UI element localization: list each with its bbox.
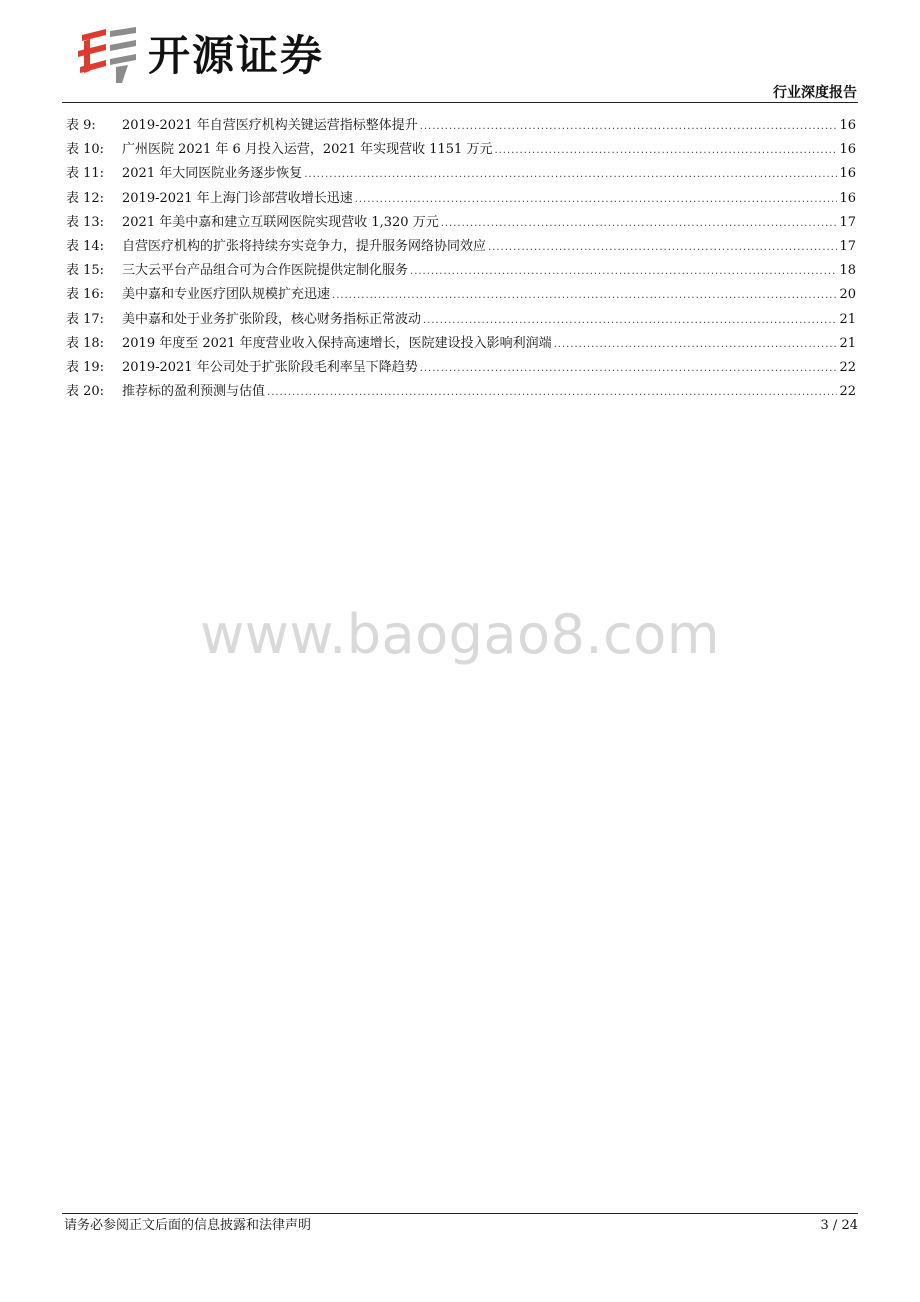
toc-entry-label: 表 9: bbox=[66, 118, 96, 133]
toc-entry-title: 美中嘉和专业医疗团队规模扩充迅速 bbox=[122, 287, 331, 303]
toc-entry-label: 表 12: bbox=[66, 190, 105, 206]
toc-entry-label: 表 17: bbox=[66, 311, 105, 327]
toc-entry-title: 三大云平台产品组合可为合作医院提供定制化服务 bbox=[122, 263, 409, 279]
toc-entry-label: 表 16: bbox=[66, 287, 105, 303]
toc-entry-label: 表 15: bbox=[66, 263, 105, 279]
kaiyuan-logo-mark-icon bbox=[76, 27, 140, 83]
toc-entry[interactable] bbox=[66, 114, 856, 138]
toc-entry-page: 16 bbox=[839, 142, 856, 158]
toc-entry[interactable] bbox=[66, 162, 856, 186]
toc-entry-page: 17 bbox=[839, 238, 856, 254]
toc-entry-page: 17 bbox=[839, 214, 856, 230]
toc-leader-dots bbox=[420, 357, 838, 381]
toc-entry-label: 表 11: bbox=[66, 166, 105, 182]
toc-entry-title: 自营医疗机构的扩张将持续夯实竞争力，提升服务网络协同效应 bbox=[122, 238, 487, 254]
toc-entry[interactable] bbox=[66, 356, 856, 380]
toc-leader-dots bbox=[423, 309, 837, 333]
toc-leader-dots bbox=[488, 236, 837, 260]
toc-entry[interactable] bbox=[66, 235, 856, 259]
toc-entry-title: 2019-2021 年公司处于扩张阶段毛利率呈下降趋势 bbox=[122, 359, 418, 375]
toc-entry[interactable] bbox=[66, 332, 856, 356]
page-header bbox=[0, 0, 920, 104]
toc-entry-page: 16 bbox=[839, 190, 856, 206]
report-type-label: 行业深度报告 bbox=[773, 85, 857, 101]
toc-entry-label: 表 10: bbox=[66, 142, 105, 158]
page-indicator: 3 / 24 bbox=[820, 1218, 858, 1233]
footer-divider bbox=[62, 1213, 858, 1214]
toc-entry[interactable] bbox=[66, 138, 856, 162]
header-divider bbox=[62, 102, 858, 103]
toc-entry-page: 20 bbox=[839, 287, 856, 303]
toc-entry-title: 2019-2021 年自营医疗机构关键运营指标整体提升 bbox=[122, 118, 418, 133]
toc-leader-dots bbox=[355, 188, 838, 212]
toc-entry-label: 表 18: bbox=[66, 335, 105, 351]
toc-entry-page: 18 bbox=[839, 263, 856, 279]
toc-entry-title: 美中嘉和处于业务扩张阶段，核心财务指标正常波动 bbox=[122, 311, 422, 327]
toc-entry-page: 22 bbox=[839, 384, 856, 400]
toc-entry-title: 2019-2021 年上海门诊部营收增长迅速 bbox=[122, 190, 353, 206]
toc-entry-label: 表 14: bbox=[66, 238, 105, 254]
toc-entry-label: 表 19: bbox=[66, 359, 105, 375]
toc-entry-page: 16 bbox=[839, 166, 856, 182]
toc-entry-title: 2021 年美中嘉和建立互联网医院实现营收 1,320 万元 bbox=[122, 214, 439, 230]
toc-leader-dots bbox=[494, 139, 837, 163]
toc-entry[interactable] bbox=[66, 283, 856, 307]
toc-leader-dots bbox=[410, 260, 837, 284]
toc-entry[interactable] bbox=[66, 187, 856, 211]
toc-entry-label: 表 13: bbox=[66, 214, 105, 230]
table-of-contents bbox=[66, 114, 856, 404]
toc-entry-page: 21 bbox=[839, 311, 856, 327]
toc-entry-label: 表 20: bbox=[66, 384, 105, 400]
toc-leader-dots bbox=[267, 381, 837, 405]
toc-entry[interactable] bbox=[66, 211, 856, 235]
watermark: www.baogao8.com bbox=[200, 603, 720, 666]
toc-leader-dots bbox=[441, 212, 838, 236]
toc-leader-dots bbox=[420, 115, 838, 139]
toc-entry-page: 21 bbox=[839, 335, 856, 351]
toc-entry-title: 2019 年度至 2021 年度营业收入保持高速增长，医院建设投入影响利润端 bbox=[122, 335, 552, 351]
footer-disclaimer: 请务必参阅正文后面的信息披露和法律声明 bbox=[64, 1218, 312, 1233]
toc-entry-page: 22 bbox=[839, 359, 856, 375]
toc-leader-dots bbox=[332, 284, 837, 308]
toc-leader-dots bbox=[304, 163, 837, 187]
brand-name: 开源证券 bbox=[148, 31, 325, 80]
toc-entry-title: 2021 年大同医院业务逐步恢复 bbox=[122, 166, 303, 182]
brand-logo bbox=[76, 27, 346, 87]
toc-entry[interactable] bbox=[66, 259, 856, 283]
toc-entry-title: 推荐标的盈利预测与估值 bbox=[122, 384, 266, 400]
toc-entry-title: 广州医院 2021 年 6 月投入运营，2021 年实现营收 1151 万元 bbox=[122, 142, 493, 158]
toc-leader-dots bbox=[554, 333, 838, 357]
toc-entry[interactable] bbox=[66, 380, 856, 404]
toc-entry-page: 16 bbox=[839, 118, 856, 133]
toc-entry[interactable] bbox=[66, 308, 856, 332]
